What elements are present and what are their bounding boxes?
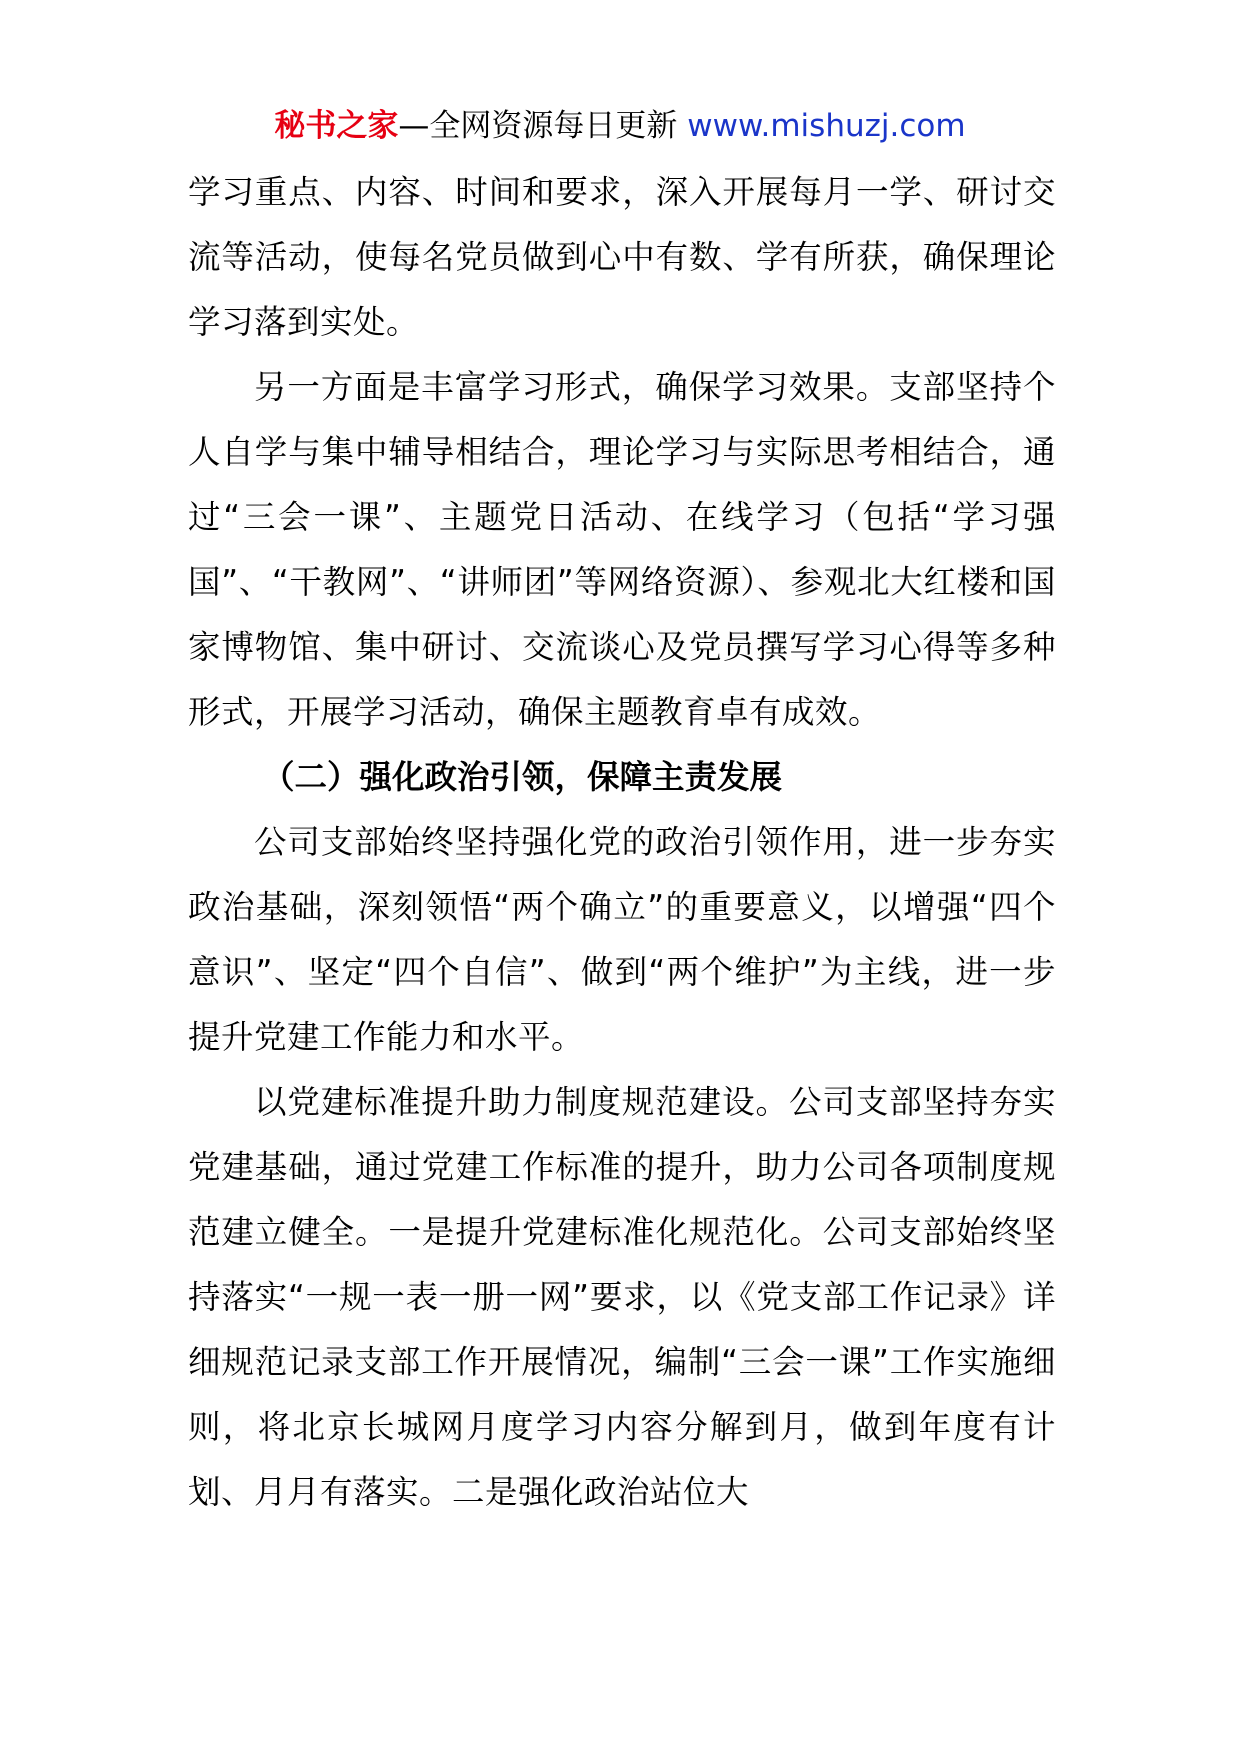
page-header xyxy=(0,104,1240,148)
paragraph-political-leadership: 公司支部始终坚持强化党的政治引领作用，进一步夯实政治基础，深刻领悟“两个确立”的重要意义，以增强“四个意识”、坚定“四个自信”、做到“两个维护”为主线，进一步提升党建工作能力和水平。 xyxy=(188,823,1056,1056)
header-tagline: —全网资源每日更新 xyxy=(398,108,678,144)
paragraph-continuation: 学习重点、内容、时间和要求，深入开展每月一学、研讨交流等活动，使每名党员做到心中有数、学有所获，确保理论学习落到实处。 xyxy=(188,173,1056,341)
document-body xyxy=(188,160,1056,1525)
paragraph-standards-building: 以党建标准提升助力制度规范建设。公司支部坚持夯实党建基础，通过党建工作标准的提升，助力公司各项制度规范建立健全。一是提升党建标准化规范化。公司支部始终坚持落实“一规一表一册一网”要求，以《党支部工作记录》详细规范记录支部工作开展情况，编制“三会一课”工作实施细则，将北京长城网月度学习内容分解到月，做到年度有计划、月月有落实。二是强化政治站位大 xyxy=(188,1083,1056,1511)
website-url[interactable]: www.mishuzj.com xyxy=(687,108,966,144)
brand-name: 秘书之家 xyxy=(274,108,399,144)
section-heading: （二）强化政治引领，保障主责发展 xyxy=(262,758,783,796)
paragraph-learning-forms: 另一方面是丰富学习形式，确保学习效果。支部坚持个人自学与集中辅导相结合，理论学习与实际思考相结合，通过“三会一课”、主题党日活动、在线学习（包括“学习强国”、“干教网”、“讲师团”等网络资源）、参观北大红楼和国家博物馆、集中研讨、交流谈心及党员撰写学习心得等多种形式，开展学习活动，确保主题教育卓有成效。 xyxy=(188,368,1056,731)
